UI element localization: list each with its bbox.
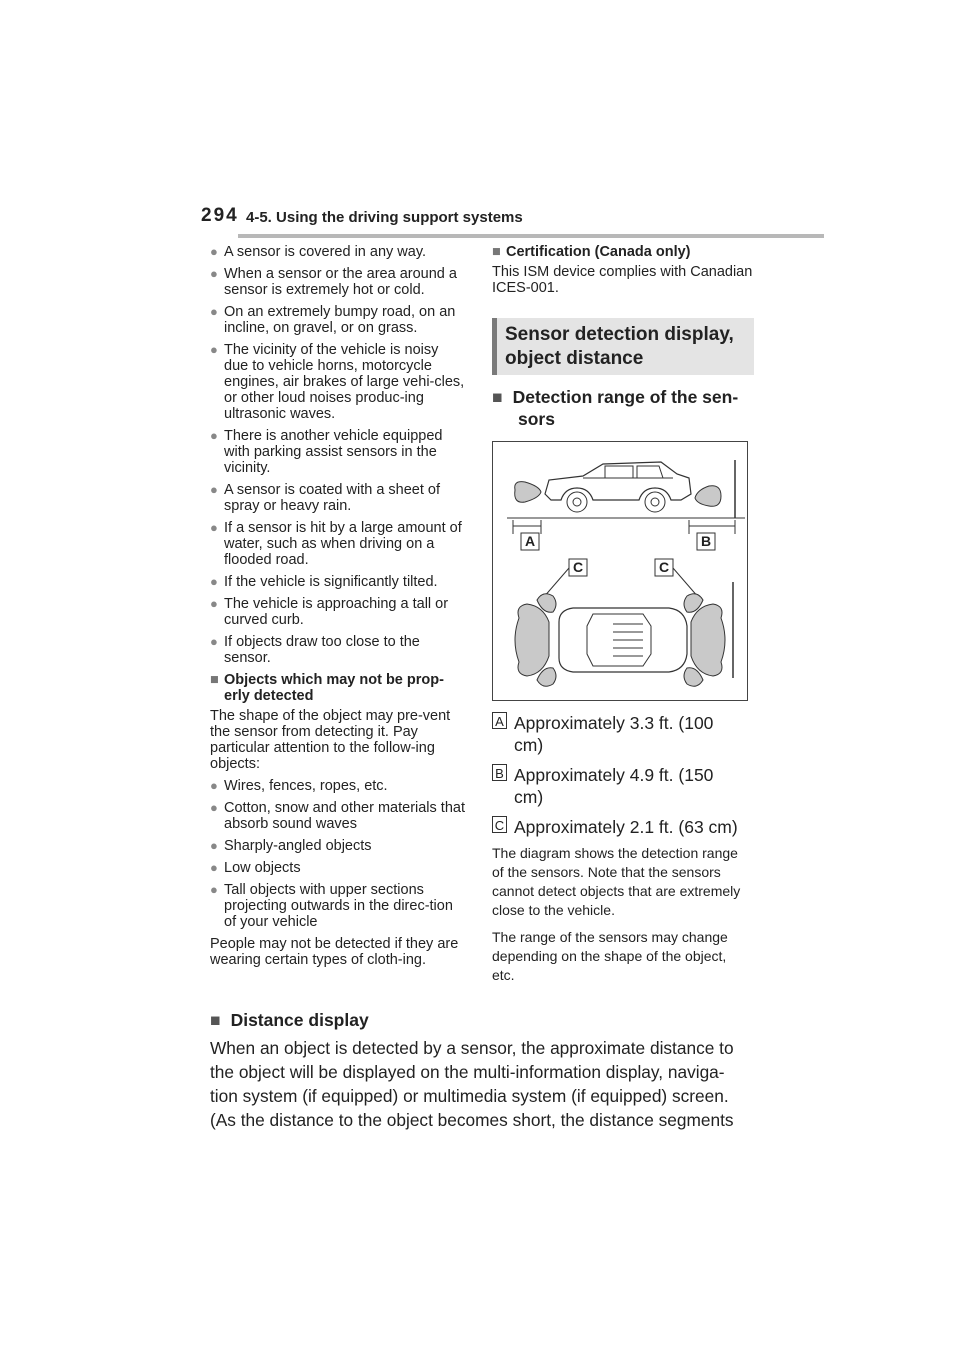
- distance-display-heading: ■ Distance display: [210, 1010, 369, 1030]
- certification-block: [492, 244, 754, 302]
- legend-item-c: [492, 816, 754, 838]
- list-item: ● The vicinity of the vehicle is noisy due to vehicle horns, motorcycle engines, air brakes of large vehi-cles, or other loud noises produc-ing ultrasonic waves.: [210, 342, 465, 422]
- legend-key-b: B: [492, 764, 507, 781]
- legend-key-a: A: [492, 712, 507, 729]
- diagram-label-c-left: C: [572, 559, 584, 575]
- sensor-range-illustration: [493, 442, 747, 700]
- diagram-label-c-right: C: [658, 559, 670, 575]
- objects-list: [210, 778, 466, 930]
- list-item: ● On an extremely bumpy road, on an incline, on gravel, or on grass.: [210, 304, 456, 336]
- legend-text-c: Approximately 2.1 ft. (63 cm): [514, 817, 738, 837]
- page-number: 294: [201, 205, 239, 226]
- certification-heading: ■ Certification (Canada only): [492, 244, 691, 260]
- list-item: ● There is another vehicle equipped with parking assist sensors in the vicinity.: [210, 428, 443, 476]
- list-item: ● A sensor is covered in any way.: [210, 244, 427, 260]
- bullet-icon: ●: [210, 304, 218, 319]
- list-item: ● If a sensor is hit by a large amount of water, such as when driving on a flooded road.: [210, 520, 462, 568]
- objects-heading: ■ Objects which may not be prop-erly detected: [210, 672, 444, 704]
- diagram-note: The diagram shows the detection range of the sensors. Note that the sensors cannot detect objects that are extremely close to the vehicle.: [492, 845, 741, 918]
- list-item: ● Tall objects with upper sections projecting outwards in the direc-tion of your vehicle: [210, 882, 453, 930]
- list-item: ● If objects draw too close to the sensor.: [210, 634, 420, 666]
- square-icon: ■: [492, 244, 501, 260]
- people-note: People may not be detected if they are wearing certain types of cloth-ing.: [210, 936, 459, 968]
- diagram-label-a: A: [524, 533, 536, 549]
- certification-text: This ISM device complies with Canadian ICES-001.: [492, 264, 753, 296]
- objects-intro: The shape of the object may pre-vent the sensor from detecting it. Pay particular attention to the follow-ing objects:: [210, 708, 451, 772]
- bullet-icon: ●: [210, 244, 218, 259]
- list-item: ● The vehicle is approaching a tall or curved curb.: [210, 596, 449, 628]
- bullet-icon: ●: [210, 634, 218, 649]
- bullet-icon: ●: [210, 574, 218, 589]
- range-note: The range of the sensors may change depending on the shape of the object, etc.: [492, 929, 728, 983]
- legend-item-a: [492, 712, 754, 756]
- bullet-icon: ●: [210, 482, 218, 497]
- legend-text-b: Approximately 4.9 ft. (150 cm): [514, 765, 714, 807]
- section-title-box: [492, 318, 754, 375]
- conditions-list: [210, 244, 466, 666]
- square-icon: ■: [210, 1010, 221, 1030]
- list-item: ● Wires, fences, ropes, etc.: [210, 778, 388, 794]
- left-column: [210, 244, 466, 974]
- list-item: ● When a sensor or the area around a sensor is extremely hot or cold.: [210, 266, 457, 298]
- list-item: ● A sensor is coated with a sheet of spray or heavy rain.: [210, 482, 441, 514]
- sensor-range-diagram: [492, 441, 748, 701]
- diagram-label-b: B: [700, 533, 712, 549]
- bullet-icon: ●: [210, 838, 218, 853]
- bullet-icon: ●: [210, 800, 218, 815]
- distance-display-text: When an object is detected by a sensor, the approximate distance to the object will be displayed on the multi-information display, naviga-tion system (if equipped) or multimedia system (if equipped) screen. (As the distance to the object becomes short, the distance segments: [210, 1038, 734, 1130]
- bullet-icon: ●: [210, 860, 218, 875]
- bullet-icon: ●: [210, 428, 218, 443]
- section-title-line2: object distance: [505, 348, 644, 369]
- square-icon: ■: [210, 672, 219, 688]
- bullet-icon: ●: [210, 342, 218, 357]
- square-icon: ■: [492, 387, 503, 407]
- detection-range-heading: ■ Detection range of the sen- sors: [492, 387, 739, 429]
- bullet-icon: ●: [210, 266, 218, 281]
- list-item: ● Cotton, snow and other materials that absorb sound waves: [210, 800, 465, 832]
- bullet-icon: ●: [210, 778, 218, 793]
- bullet-icon: ●: [210, 882, 218, 897]
- list-item: ● If the vehicle is significantly tilted.: [210, 574, 438, 590]
- list-item: ● Low objects: [210, 860, 301, 876]
- legend-key-c: C: [492, 816, 507, 833]
- bullet-icon: ●: [210, 520, 218, 535]
- legend-text-a: Approximately 3.3 ft. (100 cm): [514, 713, 714, 755]
- header-rule: [238, 234, 824, 238]
- section-title-line1: Sensor detection display,: [505, 324, 734, 345]
- legend-item-b: [492, 764, 754, 808]
- section-header-title: 4-5. Using the driving support systems: [246, 209, 523, 226]
- list-item: ● Sharply-angled objects: [210, 838, 372, 854]
- bullet-icon: ●: [210, 596, 218, 611]
